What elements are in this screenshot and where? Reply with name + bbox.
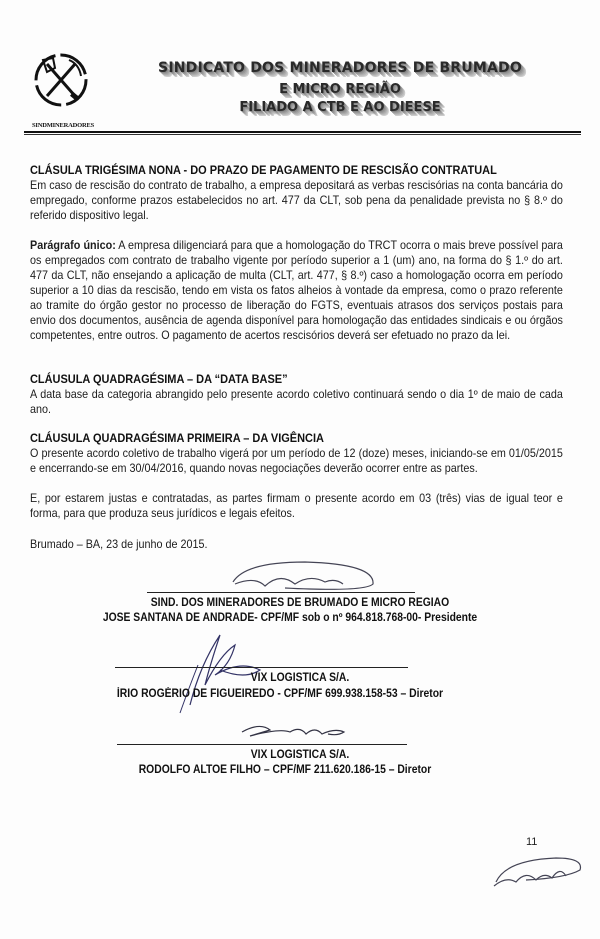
header-title-line2: E MICRO REGIÃO xyxy=(279,82,401,97)
header-divider-thin xyxy=(24,134,581,135)
header-title-line1: SINDICATO DOS MINERADORES DE BRUMADO xyxy=(158,60,522,76)
signature-2-person: ÍRIO ROGÉRIO DE FIGUEIREDO - CPF/MF 699.938.158-53 – Diretor xyxy=(116,688,444,700)
signature-1-scribble-icon xyxy=(225,558,385,594)
signature-1-person: JOSE SANTANA DE ANDRADE- CPF/MF sob o nº 964.818.768-00- Presidente xyxy=(102,612,478,624)
signature-3-person: RODOLFO ALTOE FILHO – CPF/MF 211.620.186-15 – Diretor xyxy=(138,764,432,776)
clause-41-body: O presente acordo coletivo de trabalho vigerá por um período de 12 (doze) meses, iniciando-se em 01/05/2015 e encerrando-se em 30/04/2016, quando novas negociações deverão ocorrer entre as partes. xyxy=(30,447,563,475)
closing-paragraph: E, por estarem justas e contratadas, as partes firmam o presente acordo em 03 (três) vias de igual teor e forma, para que produza seus jurídicos e legais efeitos. xyxy=(30,492,563,520)
clause-39-body: Em caso de rescisão do contrato de trabalho, a empresa depositará as verbas rescisórias na conta bancária do empregado, conforme prazos estabelecidos no art. 477 da CLT, sob pena da penalidade prevista no § 8.º do referido dispositivo legal. xyxy=(30,179,563,222)
place-date: Brumado – BA, 23 de junho de 2015. xyxy=(30,538,208,551)
union-logo-pick-shovel-icon xyxy=(33,50,89,120)
signature-3-scribble-icon xyxy=(240,720,350,742)
clause-40-body: A data base da categoria abrangido pelo presente acordo coletivo continuará sendo o dia 1º de maio de cada ano. xyxy=(30,388,563,416)
logo-caption: SINDMINERADORES xyxy=(31,122,94,129)
signature-3-line xyxy=(117,744,407,745)
clause-39-paragraph xyxy=(30,238,563,343)
clause-39-heading: CLÁSULA TRIGÉSIMA NONA - DO PRAZO DE PAGAMENTO DE RESCISÃO CONTRATUAL xyxy=(30,163,497,177)
signature-1-entity: SIND. DOS MINERADORES DE BRUMADO E MICRO REGIAO xyxy=(150,597,450,609)
signature-2-line xyxy=(115,667,408,668)
header-divider xyxy=(24,131,581,133)
signature-2-entity: VIX LOGISTICA S/A. xyxy=(250,672,350,684)
paragraph-label: Parágrafo único: xyxy=(30,239,116,252)
signature-3-entity: VIX LOGISTICA S/A. xyxy=(250,749,350,761)
clause-41-heading: CLÁUSULA QUADRAGÉSIMA PRIMEIRA – DA VIGÊNCIA xyxy=(30,431,324,445)
clause-40-heading: CLÁUSULA QUADRAGÉSIMA – DA “DATA BASE” xyxy=(30,372,288,386)
page-number: 11 xyxy=(526,836,538,848)
page-initials-scribble-icon xyxy=(486,852,586,892)
paragraph-text: A empresa diligenciará para que a homologação do TRCT ocorra o mais breve possível para os empregados com contrato de trabalho vigente por período superior a 1 (um) ano, na forma do § 1.º do art. 477 da CLT, não ensejando a aplicação de multa (CLT, art. 477, § 8.º) caso a homologação ocorra em período superior a 10 dias da rescisão, tendo em vista os fatos alheios à vontade da empresa, como o prazo referente ao tramite do órgão gestor no processo de liberação do FGTS, eventuais atrasos dos serviços postais para envio dos documentos, ausência de agenda disponível para homologação das entidades sindicais e ou órgãos competentes, entre outros. O pagamento de acertos rescisórios deverá ser efetuado no prazo da lei. xyxy=(30,239,563,342)
header-title-line3: FILIADO A CTB E AO DIEESE xyxy=(239,100,441,115)
signature-2-scribble-icon xyxy=(160,625,270,715)
signature-1-line xyxy=(147,592,415,593)
